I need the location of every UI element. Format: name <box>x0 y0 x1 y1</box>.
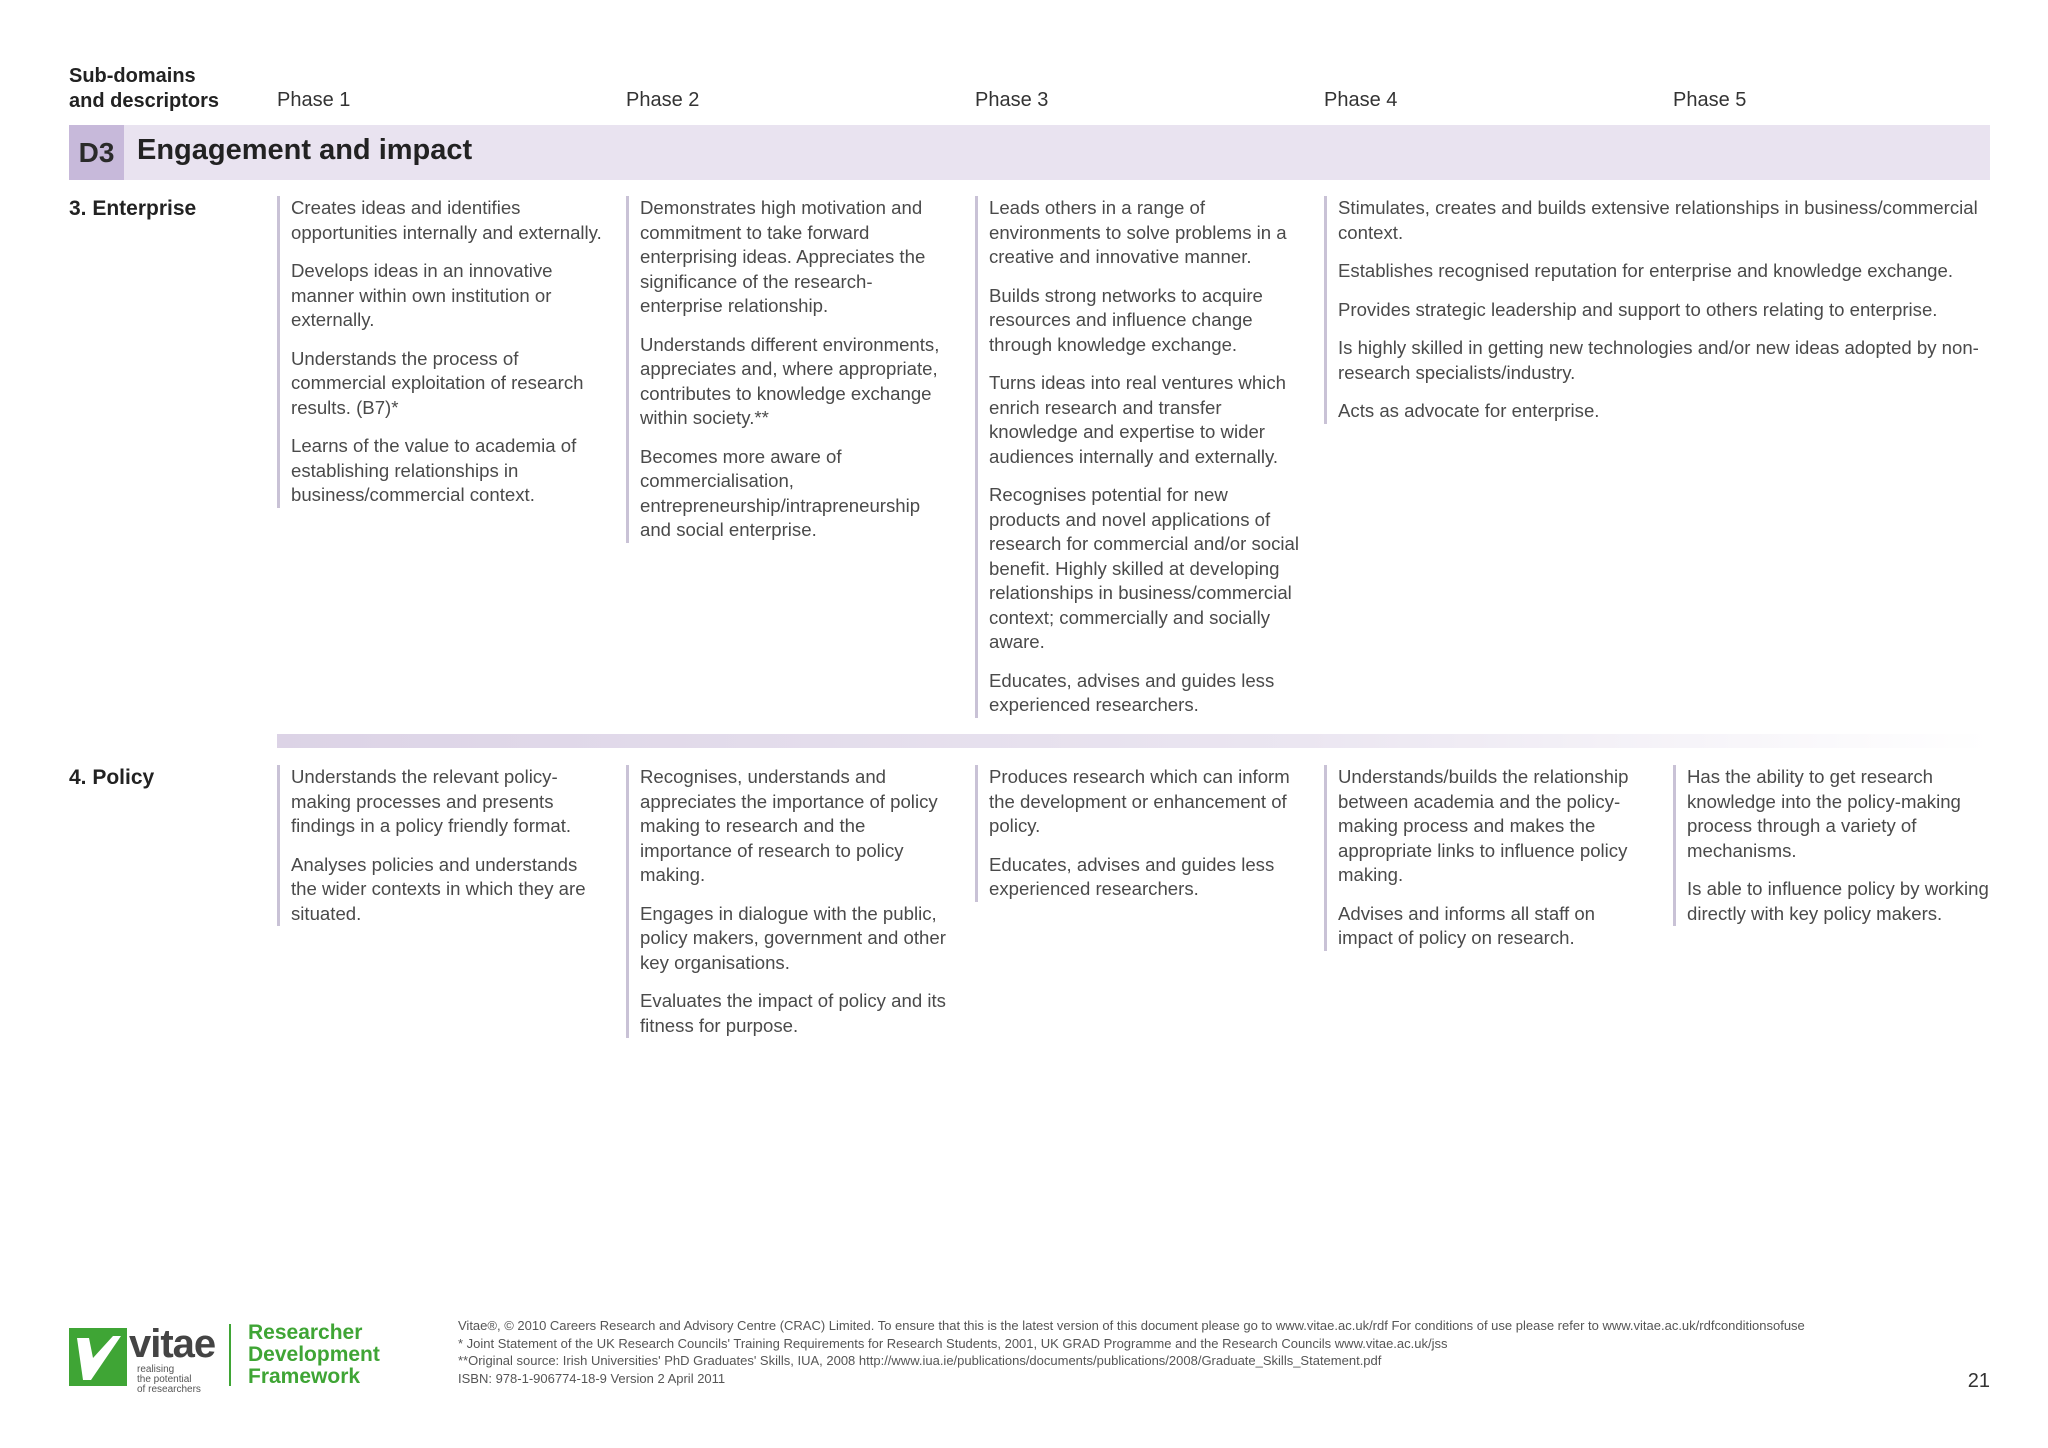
descriptor: Is highly skilled in getting new technologies and/or new ideas adopted by non-research specialists/industry. <box>1338 337 1979 383</box>
descriptor: Analyses policies and understands the wider contexts in which they are situated. <box>291 853 586 924</box>
phase-1-header: Phase 1 <box>277 89 351 111</box>
descriptor: Advises and informs all staff on impact of policy on research. <box>1338 902 1595 948</box>
descriptor: Leads others in a range of environments to solve problems in a creative and innovative manner. <box>989 197 1287 267</box>
logo-divider <box>229 1324 231 1386</box>
descriptor: Learns of the value to academia of establishing relationships in business/commercial context. <box>291 435 577 505</box>
phase-3-header: Phase 3 <box>975 89 1049 111</box>
descriptor: Understands different environments, appreciates and, where appropriate, contributes to knowledge exchange within society.** <box>640 333 940 428</box>
descriptor: Demonstrates high motivation and commitment to take forward enterprising ideas. Appreciates the significance of the research-enterprise relationship. <box>640 197 926 316</box>
descriptor: Becomes more aware of commercialisation, entrepreneurship/intrapreneurship and social enterprise. <box>640 445 921 540</box>
policy-phase-1 <box>277 765 602 926</box>
descriptor: Recognises, understands and appreciates the importance of policy making to research and the importance of research to policy making. <box>640 766 938 885</box>
descriptor: Understands the relevant policy-making processes and presents findings in a policy friendly format. <box>291 766 572 836</box>
descriptor: Educates, advises and guides less experienced researchers. <box>989 669 1275 715</box>
footer-line: * Joint Statement of the UK Research Councils' Training Requirements for Research Students, 2001, UK GRAD Programme and the Research Councils www.vitae.ac.uk/jss <box>458 1335 1448 1351</box>
descriptor: Provides strategic leadership and support to others relating to enterprise. <box>1338 298 1938 320</box>
subdomains-header <box>69 64 219 114</box>
policy-phase-3 <box>975 765 1300 902</box>
phase-5-header: Phase 5 <box>1673 89 1747 111</box>
descriptor: Is able to influence policy by working directly with key policy makers. <box>1687 878 1989 924</box>
descriptor: Has the ability to get research knowledge into the policy-making process through a variety of mechanisms. <box>1687 766 1961 861</box>
enterprise-label: 3. Enterprise <box>69 197 197 220</box>
footer-line: ISBN: 978-1-906774-18-9 Version 2 April 2011 <box>458 1370 726 1386</box>
descriptor: Understands/builds the relationship between academia and the policy-making process and makes the appropriate links to influence policy making. <box>1338 766 1629 885</box>
enterprise-phase-1 <box>277 196 602 508</box>
subdomains-header-line2: and descriptors <box>69 90 220 112</box>
enterprise-phase-3 <box>975 196 1300 718</box>
policy-phase-2 <box>626 765 951 1038</box>
page-number: 21 <box>1967 1370 1990 1392</box>
enterprise-phase-4-5 <box>1324 196 1990 424</box>
descriptor: Stimulates, creates and builds extensive relationships in business/commercial context. <box>1338 197 1978 243</box>
phase-2-header: Phase 2 <box>626 89 700 111</box>
descriptor: Creates ideas and identifies opportunities internally and externally. <box>291 197 602 243</box>
footer-line: **Original source: Irish Universities' PhD Graduates' Skills, IUA, 2008 http://www.iua.ie/publications/documents/publications/2008/Graduate_Skills_Statement.pdf <box>458 1353 1382 1368</box>
descriptor: Acts as advocate for enterprise. <box>1338 400 1600 421</box>
rdf-title: Researcher Development Framework <box>248 1321 380 1388</box>
descriptor: Establishes recognised reputation for enterprise and knowledge exchange. <box>1338 260 1954 281</box>
descriptor: Turns ideas into real ventures which enrich research and transfer knowledge and expertise to wider audiences internally and externally. <box>989 372 1286 467</box>
vitae-mark-icon <box>69 1328 127 1386</box>
descriptor: Builds strong networks to acquire resources and influence change through knowledge exchange. <box>989 284 1263 355</box>
descriptor: Engages in dialogue with the public, policy makers, government and other key organisations. <box>640 902 946 973</box>
policy-phase-5 <box>1673 765 1990 926</box>
domain-code: D3 <box>69 125 124 180</box>
subdomains-header-line1: Sub-domains <box>69 65 196 87</box>
descriptor: Develops ideas in an innovative manner within own institution or externally. <box>291 260 553 330</box>
footer-notes <box>458 1317 1805 1387</box>
descriptor: Evaluates the impact of policy and its fitness for purpose. <box>640 990 946 1036</box>
descriptor: Understands the process of commercial exploitation of research results. (B7)* <box>291 347 584 418</box>
vitae-logo <box>69 1321 389 1395</box>
descriptor: Educates, advises and guides less experienced researchers. <box>989 853 1275 899</box>
policy-label: 4. Policy <box>69 766 155 789</box>
policy-phase-4 <box>1324 765 1649 951</box>
phase-4-header: Phase 4 <box>1324 89 1398 111</box>
domain-title: Engagement and impact <box>137 134 473 166</box>
vitae-wordmark: vitae <box>129 1322 216 1366</box>
footer-line: Vitae®, © 2010 Careers Research and Advisory Centre (CRAC) Limited. To ensure that this is the latest version of this document please go to www.vitae.ac.uk/rdf For conditions of use please refer to www.vitae.ac.uk/rdfconditionsofuse <box>458 1318 1805 1333</box>
section-divider <box>277 734 1990 748</box>
descriptor: Recognises potential for new products and novel applications of research for commercial and/or social benefit. Highly skilled at developing relationships in business/commercial context; commercially and socially aware. <box>989 484 1300 652</box>
descriptor: Produces research which can inform the development or enhancement of policy. <box>989 766 1290 836</box>
vitae-tagline: realising the potential of researchers <box>137 1364 201 1395</box>
enterprise-phase-2 <box>626 196 951 543</box>
